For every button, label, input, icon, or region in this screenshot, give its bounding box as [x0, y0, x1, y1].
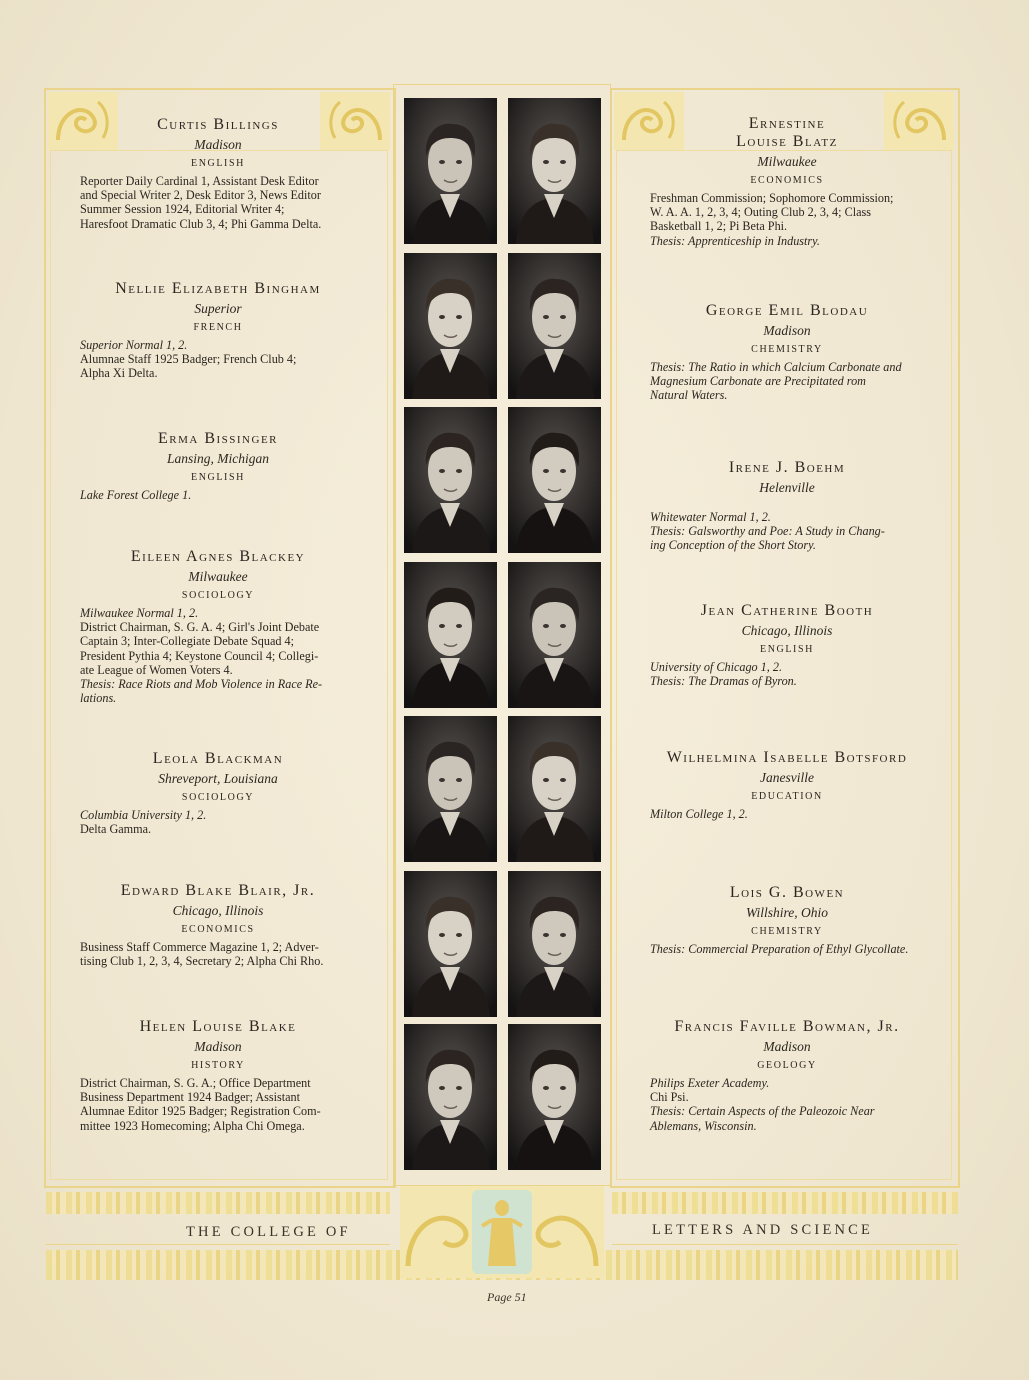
department: CHEMISTRY [751, 344, 823, 355]
activity-line: Captain 3; Inter-Collegiate Debate Squad 4; [80, 634, 294, 649]
activity-line: Business Staff Commerce Magazine 1, 2; Adver- [80, 940, 319, 954]
left-entry [80, 548, 356, 705]
hometown: Chicago, Illinois [741, 623, 833, 638]
activities-text [80, 338, 356, 381]
activity-line: Superior Normal 1, 2. [80, 338, 188, 352]
student-name: Jean Catherine Booth [700, 602, 874, 619]
activities-text [650, 1076, 924, 1133]
hometown: Milwaukee [188, 569, 248, 584]
activity-line: ing Conception of the Short Story. [650, 538, 816, 553]
activities-text [80, 606, 356, 705]
left-entry [80, 280, 356, 381]
student-name: Helen Louise Blake [139, 1018, 297, 1035]
student-name: Francis Faville Bowman, Jr. [674, 1018, 900, 1035]
portrait-photo [508, 1024, 601, 1170]
department: ECONOMICS [750, 175, 824, 186]
activity-line: lations. [80, 691, 117, 706]
hometown: Madison [194, 1039, 242, 1054]
activity-line: Thesis: Commercial Preparation of Ethyl Glycollate. [650, 942, 909, 956]
department: CHEMISTRY [751, 926, 823, 937]
portrait-photo [508, 562, 601, 708]
left-entry [80, 882, 356, 968]
activity-line: Whitewater Normal 1, 2. [650, 510, 771, 524]
student-name-line-1: Ernestine [748, 115, 826, 132]
activities-text [650, 807, 924, 821]
activity-line: Columbia University 1, 2. [80, 808, 207, 822]
activities-text [650, 660, 924, 688]
department: ECONOMICS [181, 924, 255, 935]
department: ENGLISH [191, 472, 245, 483]
page-number: Page 51 [487, 1290, 527, 1304]
department: SOCIOLOGY [181, 792, 255, 803]
department: EDUCATION [751, 791, 823, 802]
portrait-photo [508, 871, 601, 1017]
activity-line: Milton College 1, 2. [650, 807, 748, 821]
activity-line: Alpha Xi Delta. [80, 366, 158, 381]
right-entry [650, 602, 924, 688]
activities-text [80, 940, 356, 968]
portrait-photo [404, 98, 497, 244]
footer-left-text: THE COLLEGE OF [186, 1224, 351, 1240]
activity-line: District Chairman, S. G. A. 4; Girl's Joint Debate [80, 620, 320, 635]
activity-line: Alumnae Editor 1925 Badger; Registration Com- [80, 1104, 321, 1119]
activity-line: Freshman Commission; Sophomore Commission; [650, 191, 894, 205]
portrait-photo [508, 253, 601, 399]
left-entry [80, 430, 356, 502]
activity-line: Haresfoot Dramatic Club 3, 4; Phi Gamma Delta. [80, 216, 322, 231]
hometown: Lansing, Michigan [166, 451, 269, 466]
footer-line-left [46, 1244, 390, 1245]
activity-line: Thesis: The Dramas of Byron. [650, 674, 797, 689]
activity-line: Thesis: Galsworthy and Poe: A Study in Chang- [650, 524, 885, 539]
activity-line: Thesis: Apprenticeship in Industry. [650, 233, 820, 248]
activity-line: Summer Session 1924, Editorial Writer 4; [80, 202, 285, 217]
portrait-photo [404, 1024, 497, 1170]
activity-line: mittee 1923 Homecoming; Alpha Chi Omega. [80, 1118, 305, 1133]
activity-line: Thesis: The Ratio in which Calcium Carbonate and [650, 360, 902, 374]
student-name: Wilhelmina Isabelle Botsford [666, 749, 908, 766]
hometown: Chicago, Illinois [172, 903, 264, 918]
right-entry [650, 884, 924, 956]
activity-line: Business Department 1924 Badger; Assistant [80, 1090, 301, 1105]
portrait-photo [404, 253, 497, 399]
department: ENGLISH [760, 644, 814, 655]
student-name: George Emil Blodau [705, 302, 869, 319]
activity-line: and Special Writer 2, Desk Editor 3, News Editor [80, 188, 321, 203]
student-name-line-2: Louise Blatz [736, 133, 838, 150]
activity-line: Alumnae Staff 1925 Badger; French Club 4; [80, 352, 297, 367]
hometown: Madison [194, 137, 242, 152]
student-name [650, 115, 924, 151]
activity-line: Delta Gamma. [80, 822, 152, 837]
activities-text [80, 174, 356, 231]
department: FRENCH [193, 322, 243, 333]
activity-line: Natural Waters. [650, 388, 728, 403]
hometown: Helenville [759, 480, 815, 495]
portrait-photo [404, 716, 497, 862]
activity-line: Basketball 1, 2; Pi Beta Phi. [650, 219, 788, 234]
portrait-photo [508, 716, 601, 862]
ornament-band-upper-left [46, 1192, 390, 1214]
student-name: Lois G. Bowen [729, 884, 845, 901]
activity-line: Reporter Daily Cardinal 1, Assistant Desk Editor [80, 174, 319, 188]
right-entry [650, 302, 924, 403]
activity-line: University of Chicago 1, 2. [650, 660, 783, 674]
portrait-photo [404, 871, 497, 1017]
activity-line: Lake Forest College 1. [80, 488, 192, 502]
activity-line: Thesis: Race Riots and Mob Violence in Race Re- [80, 677, 323, 692]
left-entry [80, 1018, 356, 1133]
activity-line: President Pythia 4; Keystone Council 4; Collegi- [80, 648, 319, 663]
left-entry [80, 750, 356, 836]
student-name: Eileen Agnes Blackey [130, 548, 306, 565]
activity-line: Philips Exeter Academy. [650, 1076, 770, 1090]
portrait-photo [508, 407, 601, 553]
right-entry [650, 115, 924, 248]
department: HISTORY [191, 1060, 245, 1071]
activities-text [650, 510, 924, 553]
student-name: Leola Blackman [152, 750, 284, 767]
department: SOCIOLOGY [181, 590, 255, 601]
activity-line: Ablemans, Wisconsin. [650, 1118, 757, 1133]
student-name: Curtis Billings [157, 116, 279, 133]
activities-text [80, 808, 356, 836]
portrait-photo [508, 98, 601, 244]
department: ENGLISH [191, 158, 245, 169]
hometown: Madison [763, 323, 811, 338]
portrait-photo [404, 562, 497, 708]
activities-text [650, 942, 924, 956]
hometown: Shreveport, Louisiana [158, 771, 278, 786]
activities-text [650, 360, 924, 403]
activities-text [80, 1076, 356, 1133]
student-name: Irene J. Boehm [728, 459, 846, 476]
activity-line: W. A. A. 1, 2, 3, 4; Outing Club 2, 3, 4; Class [650, 205, 871, 220]
right-entry [650, 459, 924, 553]
hometown: Willshire, Ohio [745, 905, 828, 920]
student-name: Erma Bissinger [157, 430, 278, 447]
activities-text [80, 488, 356, 502]
hometown: Milwaukee [757, 154, 817, 169]
activities-text [650, 191, 924, 248]
department: GEOLOGY [757, 1060, 817, 1071]
portrait-photo [404, 407, 497, 553]
footer-line-right [612, 1244, 958, 1245]
activity-line: ate League of Women Voters 4. [80, 662, 233, 677]
activity-line: Chi Psi. [650, 1090, 689, 1105]
activity-line: District Chairman, S. G. A.; Office Department [80, 1076, 311, 1090]
hometown: Superior [194, 301, 242, 316]
college-emblem [400, 1186, 604, 1278]
student-name: Edward Blake Blair, Jr. [120, 882, 316, 899]
hometown: Janesville [760, 770, 814, 785]
footer-right-text: LETTERS AND SCIENCE [652, 1222, 874, 1238]
left-entry [80, 116, 356, 231]
activity-line: Thesis: Certain Aspects of the Paleozoic Near [650, 1104, 875, 1119]
hometown: Madison [763, 1039, 811, 1054]
activity-line: Milwaukee Normal 1, 2. [80, 606, 199, 620]
ornament-band-upper-right [612, 1192, 958, 1214]
right-entry [650, 1018, 924, 1133]
activity-line: tising Club 1, 2, 3, 4, Secretary 2; Alpha Chi Rho. [80, 954, 324, 969]
student-name: Nellie Elizabeth Bingham [115, 280, 321, 297]
activity-line: Magnesium Carbonate are Precipitated rom [650, 374, 866, 389]
right-entry [650, 749, 924, 821]
